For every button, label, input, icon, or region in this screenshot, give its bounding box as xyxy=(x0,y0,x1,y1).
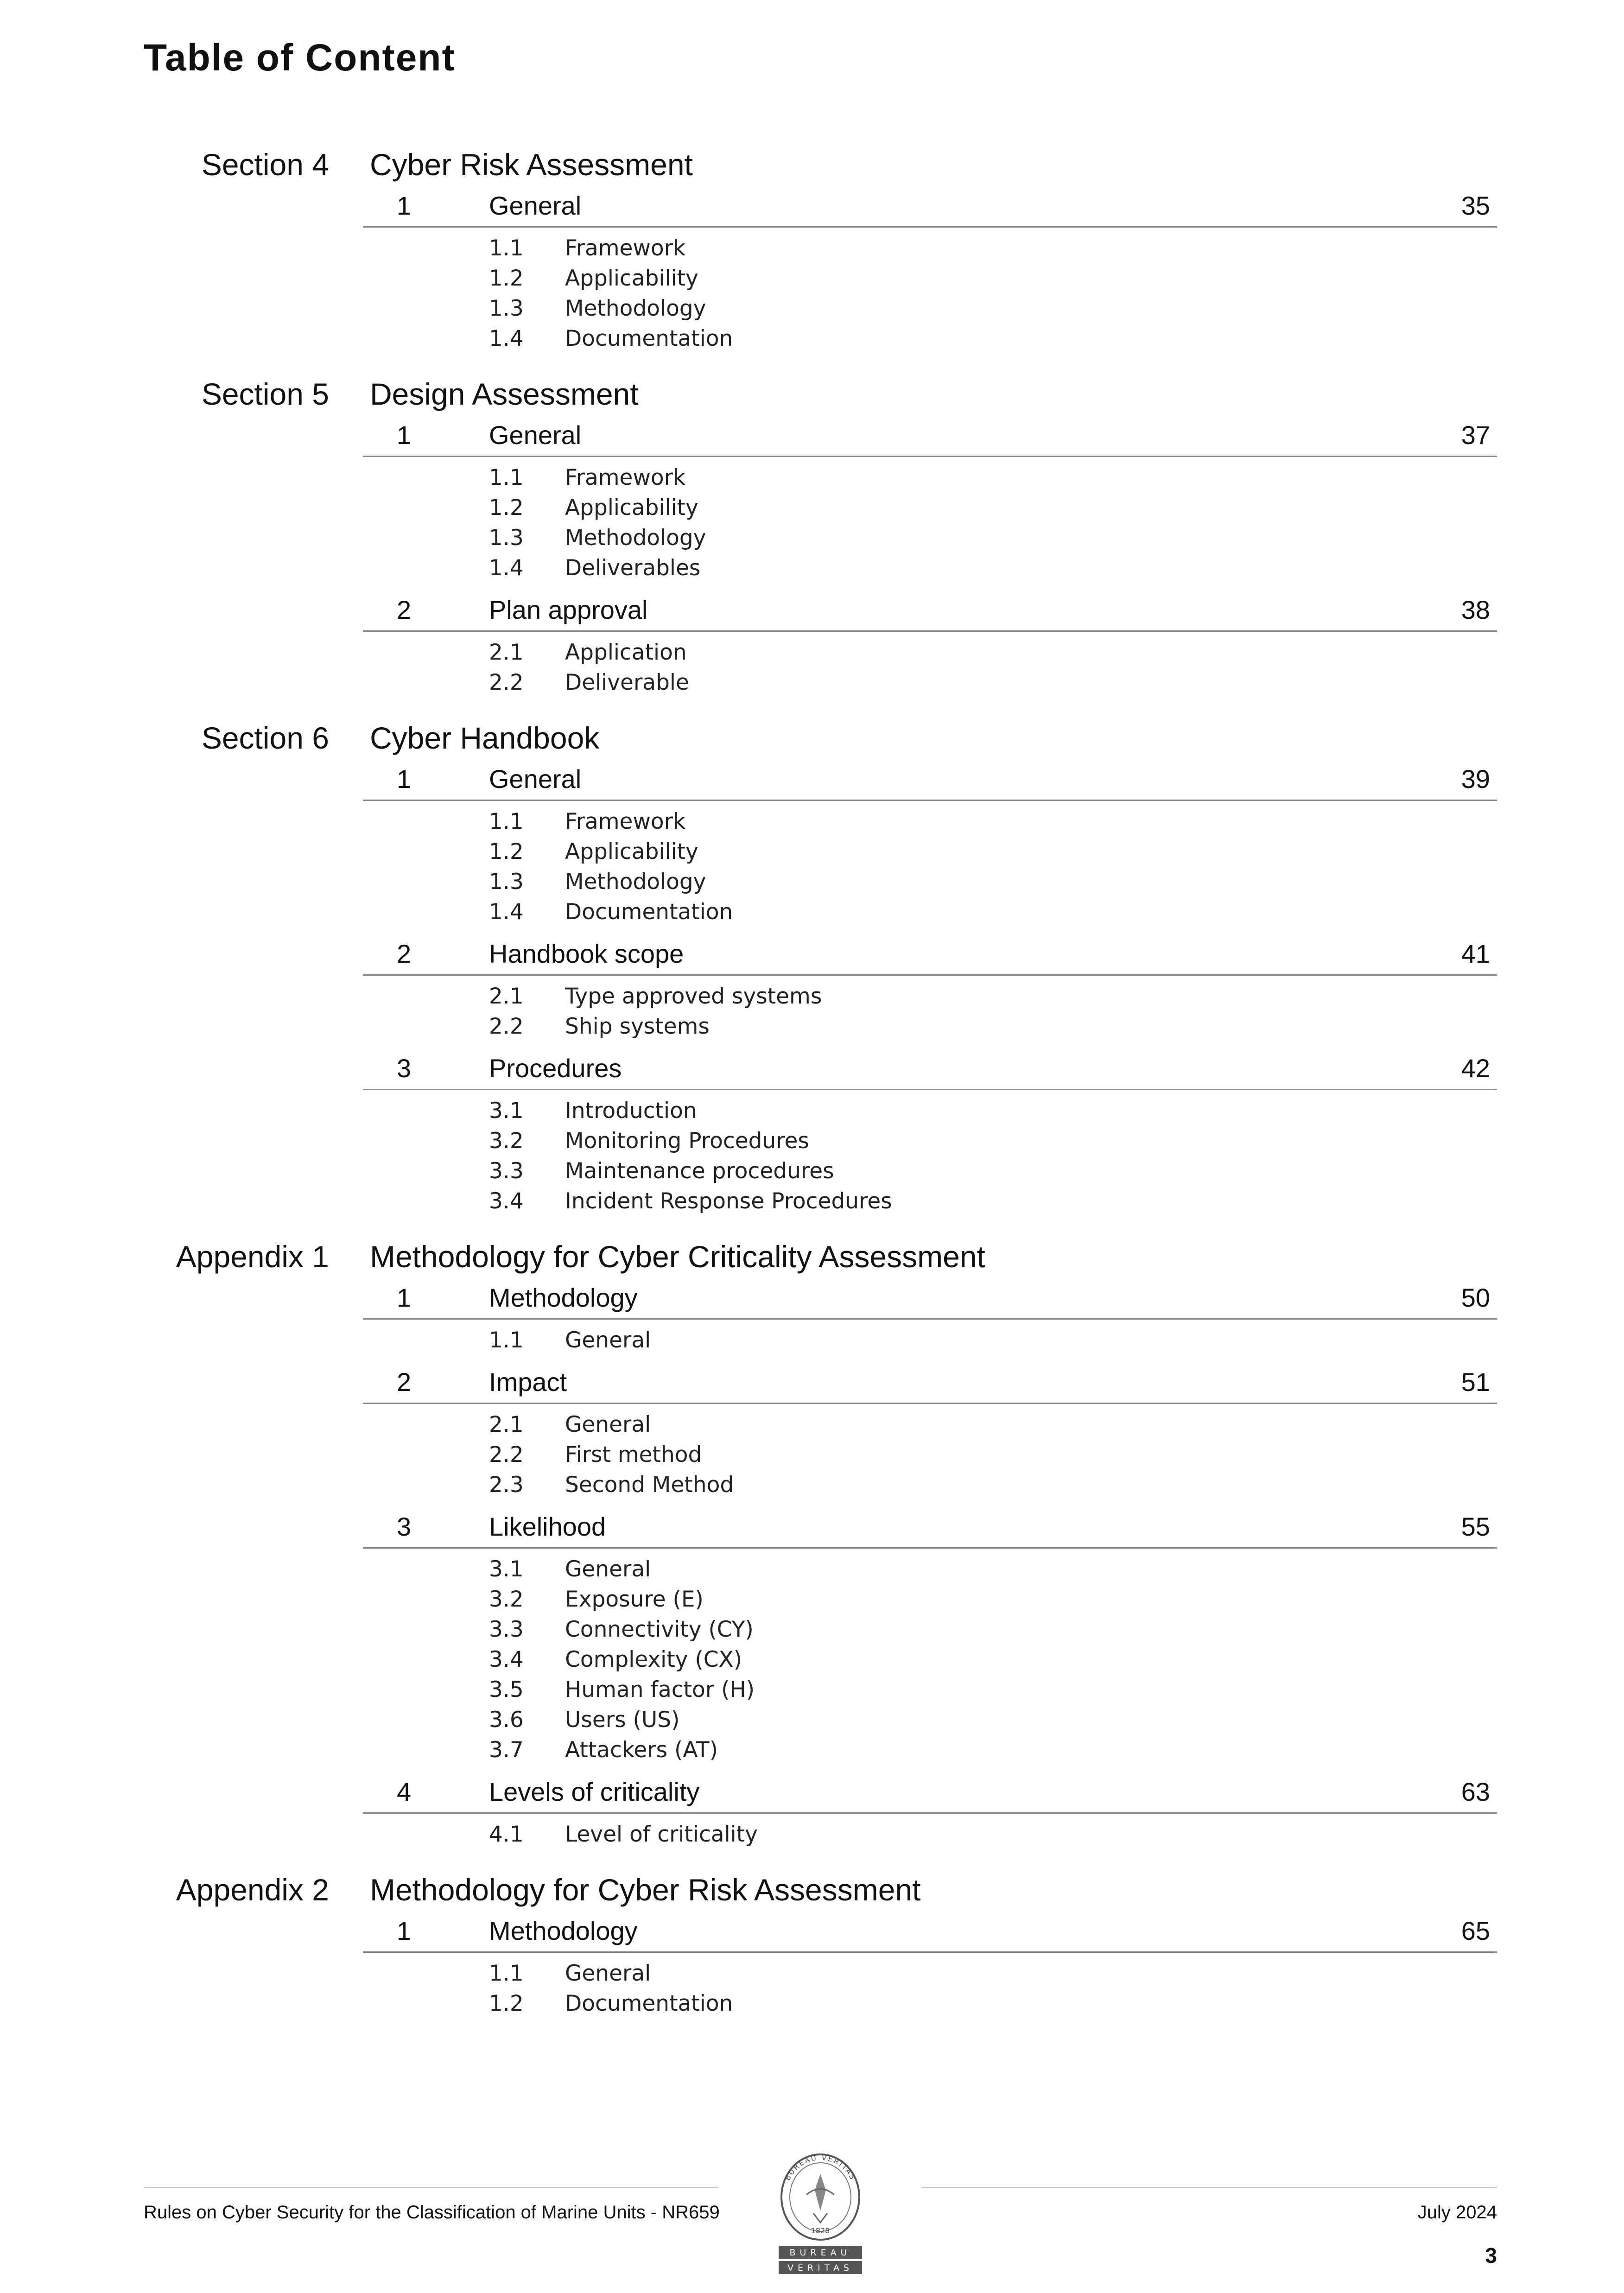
toc-chapter-row[interactable] xyxy=(363,1277,1497,1320)
toc-group-title[interactable]: Methodology for Cyber Risk Assessment xyxy=(370,1873,921,1907)
chapter-title: Handbook scope xyxy=(489,939,684,968)
toc-subsection[interactable] xyxy=(363,463,1497,493)
chapter-number: 1 xyxy=(397,764,412,794)
subsection-title: Applicability xyxy=(565,839,698,864)
subsection-number: 3.5 xyxy=(489,1677,524,1702)
toc-subsection[interactable] xyxy=(363,897,1497,927)
toc-subsection-list xyxy=(363,801,1497,934)
subsection-title: Documentation xyxy=(565,326,733,351)
toc-chapter xyxy=(363,1506,1497,1772)
toc-subsection[interactable] xyxy=(363,1645,1497,1675)
subsection-number: 1.1 xyxy=(489,1328,524,1353)
toc-chapter xyxy=(363,934,1497,1048)
toc-subsection[interactable] xyxy=(363,1958,1497,1988)
toc-chapter-row[interactable] xyxy=(363,1048,1497,1090)
subsection-title: Exposure (E) xyxy=(565,1587,704,1612)
subsection-number: 1.3 xyxy=(489,525,524,551)
subsection-title: Applicability xyxy=(565,495,698,521)
subsection-title: Framework xyxy=(565,235,686,261)
footer-date: July 2024 xyxy=(1417,2202,1497,2223)
subsection-title: Maintenance procedures xyxy=(565,1158,834,1184)
subsection-number: 3.3 xyxy=(489,1617,524,1642)
chapter-page-number: 55 xyxy=(1461,1512,1490,1541)
toc-group-header xyxy=(0,373,1624,415)
subsection-title: Deliverable xyxy=(565,670,689,695)
subsection-number: 3.4 xyxy=(489,1647,524,1672)
subsection-number: 3.4 xyxy=(489,1188,524,1214)
chapter-number: 3 xyxy=(397,1054,412,1083)
chapter-number: 1 xyxy=(397,420,412,450)
subsection-number: 1.1 xyxy=(489,465,524,490)
group-spacer xyxy=(0,360,1624,373)
subsection-title: Type approved systems xyxy=(565,984,822,1009)
subsection-title: Introduction xyxy=(565,1098,697,1124)
chapter-page-number: 41 xyxy=(1461,939,1490,968)
subsection-title: Framework xyxy=(565,465,686,490)
subsection-number: 1.4 xyxy=(489,899,524,925)
subsection-number: 3.1 xyxy=(489,1098,524,1124)
subsection-number: 1.1 xyxy=(489,809,524,834)
chapter-number: 1 xyxy=(397,191,412,220)
chapter-page-number: 38 xyxy=(1461,595,1490,624)
toc-subsection-list xyxy=(363,1320,1497,1362)
page-title: Table of Content xyxy=(144,37,456,79)
subsection-number: 2.2 xyxy=(489,1442,524,1467)
subsection-title: General xyxy=(565,1412,651,1437)
chapter-page-number: 63 xyxy=(1461,1777,1490,1806)
subsection-title: Documentation xyxy=(565,899,733,925)
chapter-number: 1 xyxy=(397,1916,412,1945)
toc-subsection[interactable] xyxy=(363,1126,1497,1156)
subsection-title: Deliverables xyxy=(565,555,701,581)
toc-group-title[interactable]: Methodology for Cyber Criticality Assessment xyxy=(370,1239,985,1274)
chapter-title: Likelihood xyxy=(489,1512,606,1541)
subsection-title: Applicability xyxy=(565,266,698,291)
chapter-title: General xyxy=(489,191,582,220)
subsection-number: 2.3 xyxy=(489,1472,524,1498)
toc-group xyxy=(0,717,1624,1223)
chapter-title: Procedures xyxy=(489,1054,622,1083)
toc-subsection[interactable] xyxy=(363,293,1497,324)
subsection-number: 2.2 xyxy=(489,670,524,695)
toc-chapter xyxy=(363,590,1497,704)
toc-chapter-row[interactable] xyxy=(363,934,1497,976)
toc-subsection[interactable] xyxy=(363,233,1497,263)
toc-subsection[interactable] xyxy=(363,1584,1497,1614)
chapter-number: 2 xyxy=(397,595,412,624)
toc-subsection[interactable] xyxy=(363,523,1497,553)
toc-chapter xyxy=(363,415,1497,590)
toc-group-label: Appendix 1 xyxy=(176,1239,329,1274)
subsection-title: Complexity (CX) xyxy=(565,1647,742,1672)
subsection-number: 3.6 xyxy=(489,1707,524,1733)
chapter-title: General xyxy=(489,764,582,794)
toc-chapter-row[interactable] xyxy=(363,415,1497,457)
toc-chapter xyxy=(363,1772,1497,1856)
logo-word-bureau: BUREAU xyxy=(789,2248,851,2258)
toc-group-label: Section 5 xyxy=(201,377,329,411)
chapter-title: Impact xyxy=(489,1367,567,1397)
footer-divider-right xyxy=(921,2187,1497,2188)
toc-group-label: Section 6 xyxy=(201,721,329,755)
subsection-number: 1.4 xyxy=(489,555,524,581)
toc-chapter-row[interactable] xyxy=(363,1911,1497,1953)
logo-year: 1828 xyxy=(811,2226,830,2235)
chapter-page-number: 35 xyxy=(1461,191,1490,220)
toc-chapter-row[interactable] xyxy=(363,759,1497,801)
chapter-title: Methodology xyxy=(489,1916,638,1945)
toc-chapter xyxy=(363,185,1497,360)
chapter-page-number: 50 xyxy=(1461,1283,1490,1312)
toc-subsection-list xyxy=(363,976,1497,1048)
toc-subsection[interactable] xyxy=(363,493,1497,523)
chapter-title: Methodology xyxy=(489,1283,638,1312)
subsection-number: 3.3 xyxy=(489,1158,524,1184)
subsection-title: Monitoring Procedures xyxy=(565,1128,809,1154)
subsection-number: 1.2 xyxy=(489,839,524,864)
chapter-number: 2 xyxy=(397,1367,412,1397)
subsection-number: 1.2 xyxy=(489,1991,524,2016)
toc-group xyxy=(0,1236,1624,1856)
subsection-title: Users (US) xyxy=(565,1707,680,1733)
logo-arc-text: BUREAU VERITAS xyxy=(783,2153,857,2182)
toc-group-header xyxy=(0,717,1624,759)
toc-subsection[interactable] xyxy=(363,1156,1497,1186)
subsection-title: General xyxy=(565,1556,651,1582)
toc-subsection[interactable] xyxy=(363,1554,1497,1584)
toc-chapter-row[interactable] xyxy=(363,185,1497,228)
subsection-number: 4.1 xyxy=(489,1822,524,1847)
toc-subsection[interactable] xyxy=(363,837,1497,867)
footer-page-number: 3 xyxy=(1485,2243,1497,2268)
toc-chapter-row[interactable] xyxy=(363,1362,1497,1404)
subsection-number: 2.2 xyxy=(489,1014,524,1039)
toc-subsection-list xyxy=(363,1549,1497,1772)
toc-subsection[interactable] xyxy=(363,1470,1497,1500)
toc-subsection[interactable] xyxy=(363,1819,1497,1849)
subsection-number: 1.2 xyxy=(489,495,524,521)
toc-subsection[interactable] xyxy=(363,807,1497,837)
toc-group-label: Section 4 xyxy=(201,147,329,182)
toc-subsection-list xyxy=(363,1090,1497,1223)
subsection-title: Framework xyxy=(565,809,686,834)
chapter-title: Plan approval xyxy=(489,595,648,624)
toc-subsection[interactable] xyxy=(363,1614,1497,1645)
subsection-title: Ship systems xyxy=(565,1014,710,1039)
subsection-number: 1.2 xyxy=(489,266,524,291)
toc-subsection[interactable] xyxy=(363,1705,1497,1735)
chapter-page-number: 65 xyxy=(1461,1916,1490,1945)
toc-chapter xyxy=(363,1277,1497,1362)
chapter-number: 2 xyxy=(397,939,412,968)
subsection-title: General xyxy=(565,1328,651,1353)
toc-subsection[interactable] xyxy=(363,1410,1497,1440)
toc-chapter xyxy=(363,1048,1497,1223)
subsection-title: Human factor (H) xyxy=(565,1677,755,1702)
chapter-number: 1 xyxy=(397,1283,412,1312)
subsection-number: 3.1 xyxy=(489,1556,524,1582)
toc-group-header xyxy=(0,1236,1624,1277)
toc-subsection[interactable] xyxy=(363,263,1497,293)
toc-subsection[interactable] xyxy=(363,324,1497,354)
subsection-title: Attackers (AT) xyxy=(565,1737,718,1763)
toc-subsection[interactable] xyxy=(363,1325,1497,1355)
toc-group xyxy=(0,373,1624,704)
toc-group xyxy=(0,1869,1624,2025)
toc-subsection[interactable] xyxy=(363,1096,1497,1126)
toc-group-header xyxy=(0,144,1624,185)
toc-subsection[interactable] xyxy=(363,981,1497,1011)
chapter-page-number: 37 xyxy=(1461,420,1490,450)
subsection-title: Connectivity (CY) xyxy=(565,1617,754,1642)
toc-subsection-list xyxy=(363,228,1497,360)
toc-chapter xyxy=(363,759,1497,934)
toc-group-title[interactable]: Design Assessment xyxy=(370,377,639,411)
toc-chapter xyxy=(363,1362,1497,1506)
subsection-title: Incident Response Procedures xyxy=(565,1188,892,1214)
subsection-title: Methodology xyxy=(565,525,706,551)
toc-group-title[interactable]: Cyber Risk Assessment xyxy=(370,147,693,182)
bureau-veritas-logo xyxy=(769,2151,871,2280)
toc-subsection[interactable] xyxy=(363,1735,1497,1765)
chapter-number: 3 xyxy=(397,1512,412,1541)
subsection-title: Documentation xyxy=(565,1991,733,2016)
toc-group-title[interactable]: Cyber Handbook xyxy=(370,721,600,755)
footer-document-title: Rules on Cyber Security for the Classification of Marine Units - NR659 xyxy=(144,2202,720,2223)
chapter-title: General xyxy=(489,420,582,450)
subsection-number: 3.2 xyxy=(489,1128,524,1154)
toc-chapter xyxy=(363,1911,1497,2025)
toc-group-header xyxy=(0,1869,1624,1911)
toc-subsection[interactable] xyxy=(363,1186,1497,1216)
toc-subsection[interactable] xyxy=(363,1011,1497,1042)
subsection-number: 1.1 xyxy=(489,1961,524,1986)
toc-subsection[interactable] xyxy=(363,1988,1497,2019)
table-of-contents xyxy=(0,144,1624,2025)
footer-divider-left xyxy=(144,2187,718,2188)
subsection-title: Application xyxy=(565,640,687,665)
chapter-page-number: 42 xyxy=(1461,1054,1490,1083)
toc-group xyxy=(0,144,1624,360)
toc-subsection-list xyxy=(363,1404,1497,1506)
toc-subsection[interactable] xyxy=(363,1440,1497,1470)
toc-chapter-row[interactable] xyxy=(363,1772,1497,1814)
subsection-number: 3.7 xyxy=(489,1737,524,1763)
toc-subsection[interactable] xyxy=(363,1675,1497,1705)
chapter-title: Levels of criticality xyxy=(489,1777,700,1806)
toc-subsection[interactable] xyxy=(363,637,1497,667)
group-spacer xyxy=(0,1223,1624,1236)
group-spacer xyxy=(0,1856,1624,1869)
toc-subsection[interactable] xyxy=(363,553,1497,583)
subsection-number: 1.1 xyxy=(489,235,524,261)
toc-subsection-list xyxy=(363,457,1497,590)
subsection-number: 3.2 xyxy=(489,1587,524,1612)
toc-chapter-row[interactable] xyxy=(363,590,1497,632)
toc-subsection-list xyxy=(363,1953,1497,2025)
subsection-title: First method xyxy=(565,1442,702,1467)
subsection-number: 1.3 xyxy=(489,296,524,321)
subsection-number: 2.1 xyxy=(489,984,524,1009)
toc-subsection[interactable] xyxy=(363,867,1497,897)
toc-group-label: Appendix 2 xyxy=(176,1873,329,1907)
subsection-title: Second Method xyxy=(565,1472,734,1498)
subsection-number: 1.4 xyxy=(489,326,524,351)
toc-subsection-list xyxy=(363,632,1497,704)
toc-subsection-list xyxy=(363,1814,1497,1856)
subsection-title: Methodology xyxy=(565,869,706,895)
logo-word-veritas: VERITAS xyxy=(787,2263,853,2273)
group-spacer xyxy=(0,704,1624,717)
toc-subsection[interactable] xyxy=(363,667,1497,698)
subsection-title: General xyxy=(565,1961,651,1986)
subsection-number: 1.3 xyxy=(489,869,524,895)
subsection-number: 2.1 xyxy=(489,1412,524,1437)
subsection-number: 2.1 xyxy=(489,640,524,665)
chapter-page-number: 51 xyxy=(1461,1367,1490,1397)
chapter-page-number: 39 xyxy=(1461,764,1490,794)
subsection-title: Methodology xyxy=(565,296,706,321)
subsection-title: Level of criticality xyxy=(565,1822,758,1847)
toc-chapter-row[interactable] xyxy=(363,1506,1497,1549)
chapter-number: 4 xyxy=(397,1777,412,1806)
